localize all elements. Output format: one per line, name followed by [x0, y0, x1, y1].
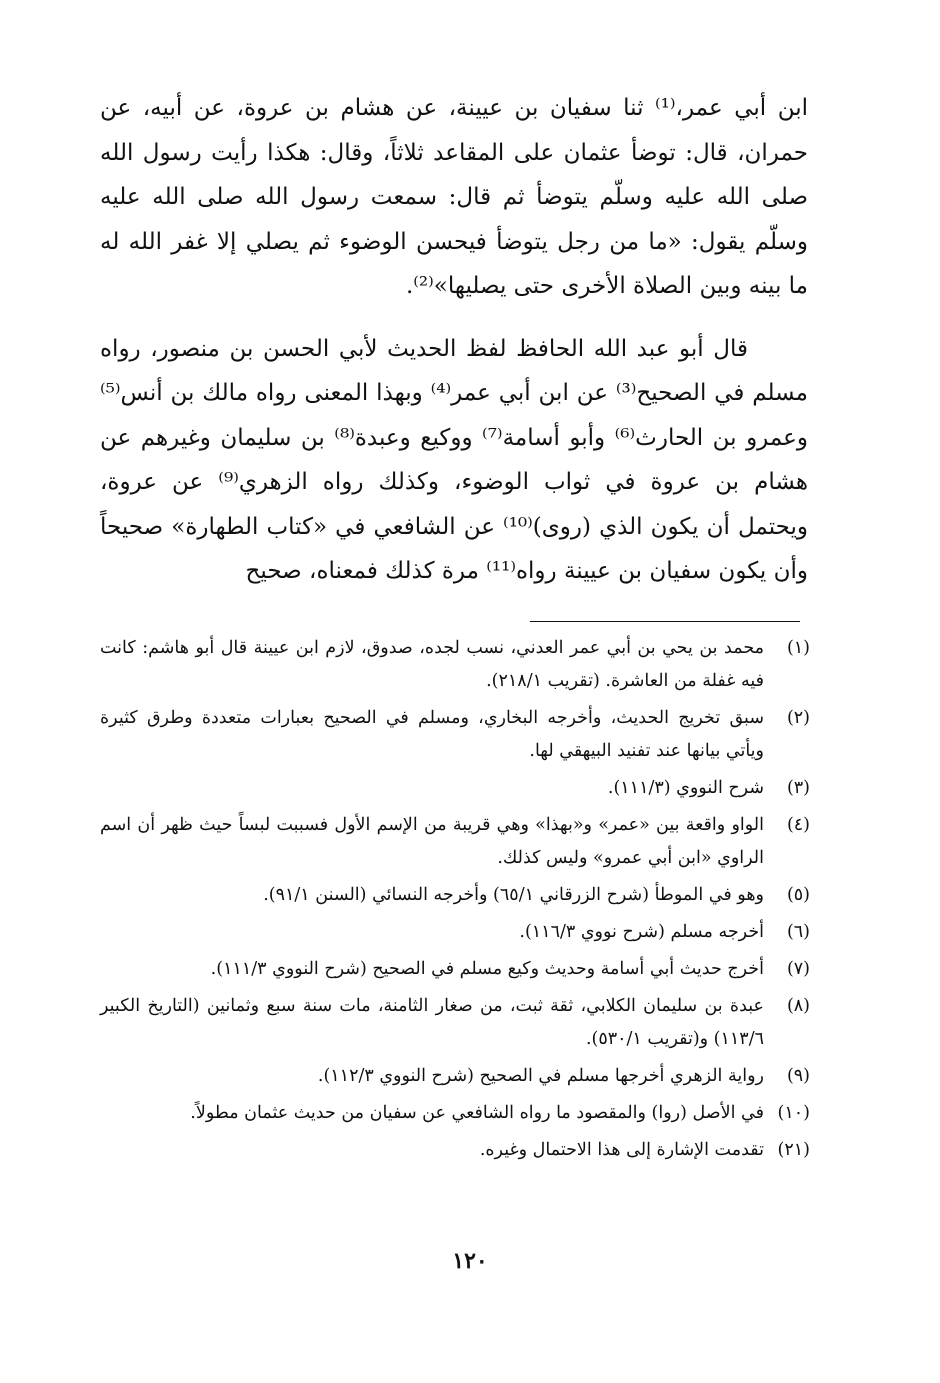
footnote-text: رواية الزهري أخرجها مسلم في الصحيح (شرح النووي ١١٢/٣).: [317, 1066, 764, 1086]
footnote-number: (٤): [786, 815, 810, 835]
body-paragraph-1: ابن أبي عمر،⁽¹⁾ ثنا سفيان بن عيينة، عن هشام بن عروة، عن أبيه، عن حمران، قال: توضأ عثمان على المقاعد ثلاثاً، وقال: هكذا رأيت رسول الله صلى الله عليه وسلّم يتوضأ ثم قال: سمعت رسول الله صلى الله عليه وسلّم يقول: «ما من رجل يتوضأ فيحسن الوضوء ثم يصلي إلا غفر الله له ما بينه وبين الصلاة الأخرى حتى يصليها»⁽²⁾.: [100, 95, 808, 299]
footnote-number: (٩): [786, 1066, 810, 1086]
footnote-5: [100, 879, 810, 912]
footnote-number: (٨): [786, 996, 810, 1016]
footnote-number: (١): [786, 638, 810, 658]
footnote-8: [100, 990, 810, 1056]
footnote-number: (٧): [786, 959, 810, 979]
footnote-3: [100, 772, 810, 805]
footnote-text: محمد بن يحي بن أبي عمر العدني، نسب لجده، صدوق، لازم ابن عيينة قال أبو هاشم: كانت فيه غفلة من العاشرة. (تقريب ٢١٨/١).: [100, 638, 764, 691]
footnote-1: [100, 632, 810, 698]
footnote-text: تقدمت الإشارة إلى هذا الاحتمال وغيره.: [479, 1140, 764, 1160]
footnote-number: (٢): [786, 708, 810, 728]
footnote-text: وهو في الموطأ (شرح الزرقاني ٦٥/١) وأخرجه النسائي (السنن ٩١/١).: [263, 885, 764, 905]
footnote-text: سبق تخريج الحديث، وأخرجه البخاري، ومسلم في الصحيح بعبارات متعددة وطرق كثيرة ويأتي بيانها عند تفنيد البيهقي لها.: [100, 708, 764, 761]
footnote-number: (١٠): [777, 1103, 810, 1123]
footnote-number: (٦): [786, 922, 810, 942]
main-text: [100, 86, 808, 594]
footnotes: [100, 628, 810, 1167]
footnote-7: [100, 953, 810, 986]
footnote-text: أخرج حديث أبي أسامة وحديث وكيع مسلم في الصحيح (شرح النووي ١١١/٣).: [210, 959, 764, 979]
footnote-number: (٣): [786, 778, 810, 798]
footnote-text: شرح النووي (١١١/٣).: [607, 778, 764, 798]
body-paragraph-2: قال أبو عبد الله الحافظ لفظ الحديث لأبي الحسن بن منصور، رواه مسلم في الصحيح⁽³⁾ عن ابن أبي عمر⁽⁴⁾ وبهذا المعنى رواه مالك بن أنس⁽⁵⁾ وعمرو بن الحارث⁽⁶⁾ وأبو أسامة⁽⁷⁾ ووكيع وعبدة⁽⁸⁾ بن سليمان وغيرهم عن هشام بن عروة في ثواب الوضوء، وكذلك رواه الزهري⁽⁹⁾ عن عروة، ويحتمل أن يكون الذي (روى)⁽¹⁰⁾ عن الشافعي في «كتاب الطهارة» صحيحاً وأن يكون سفيان بن عيينة رواه⁽¹¹⁾ مرة كذلك فمعناه، صحيح: [100, 335, 808, 584]
footnote-2: [100, 702, 810, 768]
footnote-6: [100, 916, 810, 949]
footnote-text: عبدة بن سليمان الكلابي، ثقة ثبت، من صغار الثامنة، مات سنة سبع وثمانين (التاريخ الكبير ١١٣/٦) و(تقريب ٥٣٠/١).: [100, 996, 764, 1049]
footnote-10: [100, 1097, 810, 1130]
footnote-text: الواو واقعة بين «عمر» و«بهذا» وهي قريبة من الإسم الأول فسببت لبساً حيث ظهر أن اسم الراوي «ابن أبي عمرو» وليس كذلك.: [100, 815, 764, 868]
page-number: ١٢٠: [452, 1248, 488, 1274]
footnote-separator: [530, 621, 800, 622]
footnote-number: (٥): [786, 885, 810, 905]
footnote-9: [100, 1060, 810, 1093]
footnote-text: أخرجه مسلم (شرح نووي ١١٦/٣).: [519, 922, 764, 942]
footnote-11: [100, 1134, 810, 1167]
footnote-text: في الأصل (روا) والمقصود ما رواه الشافعي عن سفيان من حديث عثمان مطولاً.: [190, 1103, 764, 1123]
footnote-number: (٢١): [777, 1140, 810, 1160]
footnote-4: [100, 809, 810, 875]
